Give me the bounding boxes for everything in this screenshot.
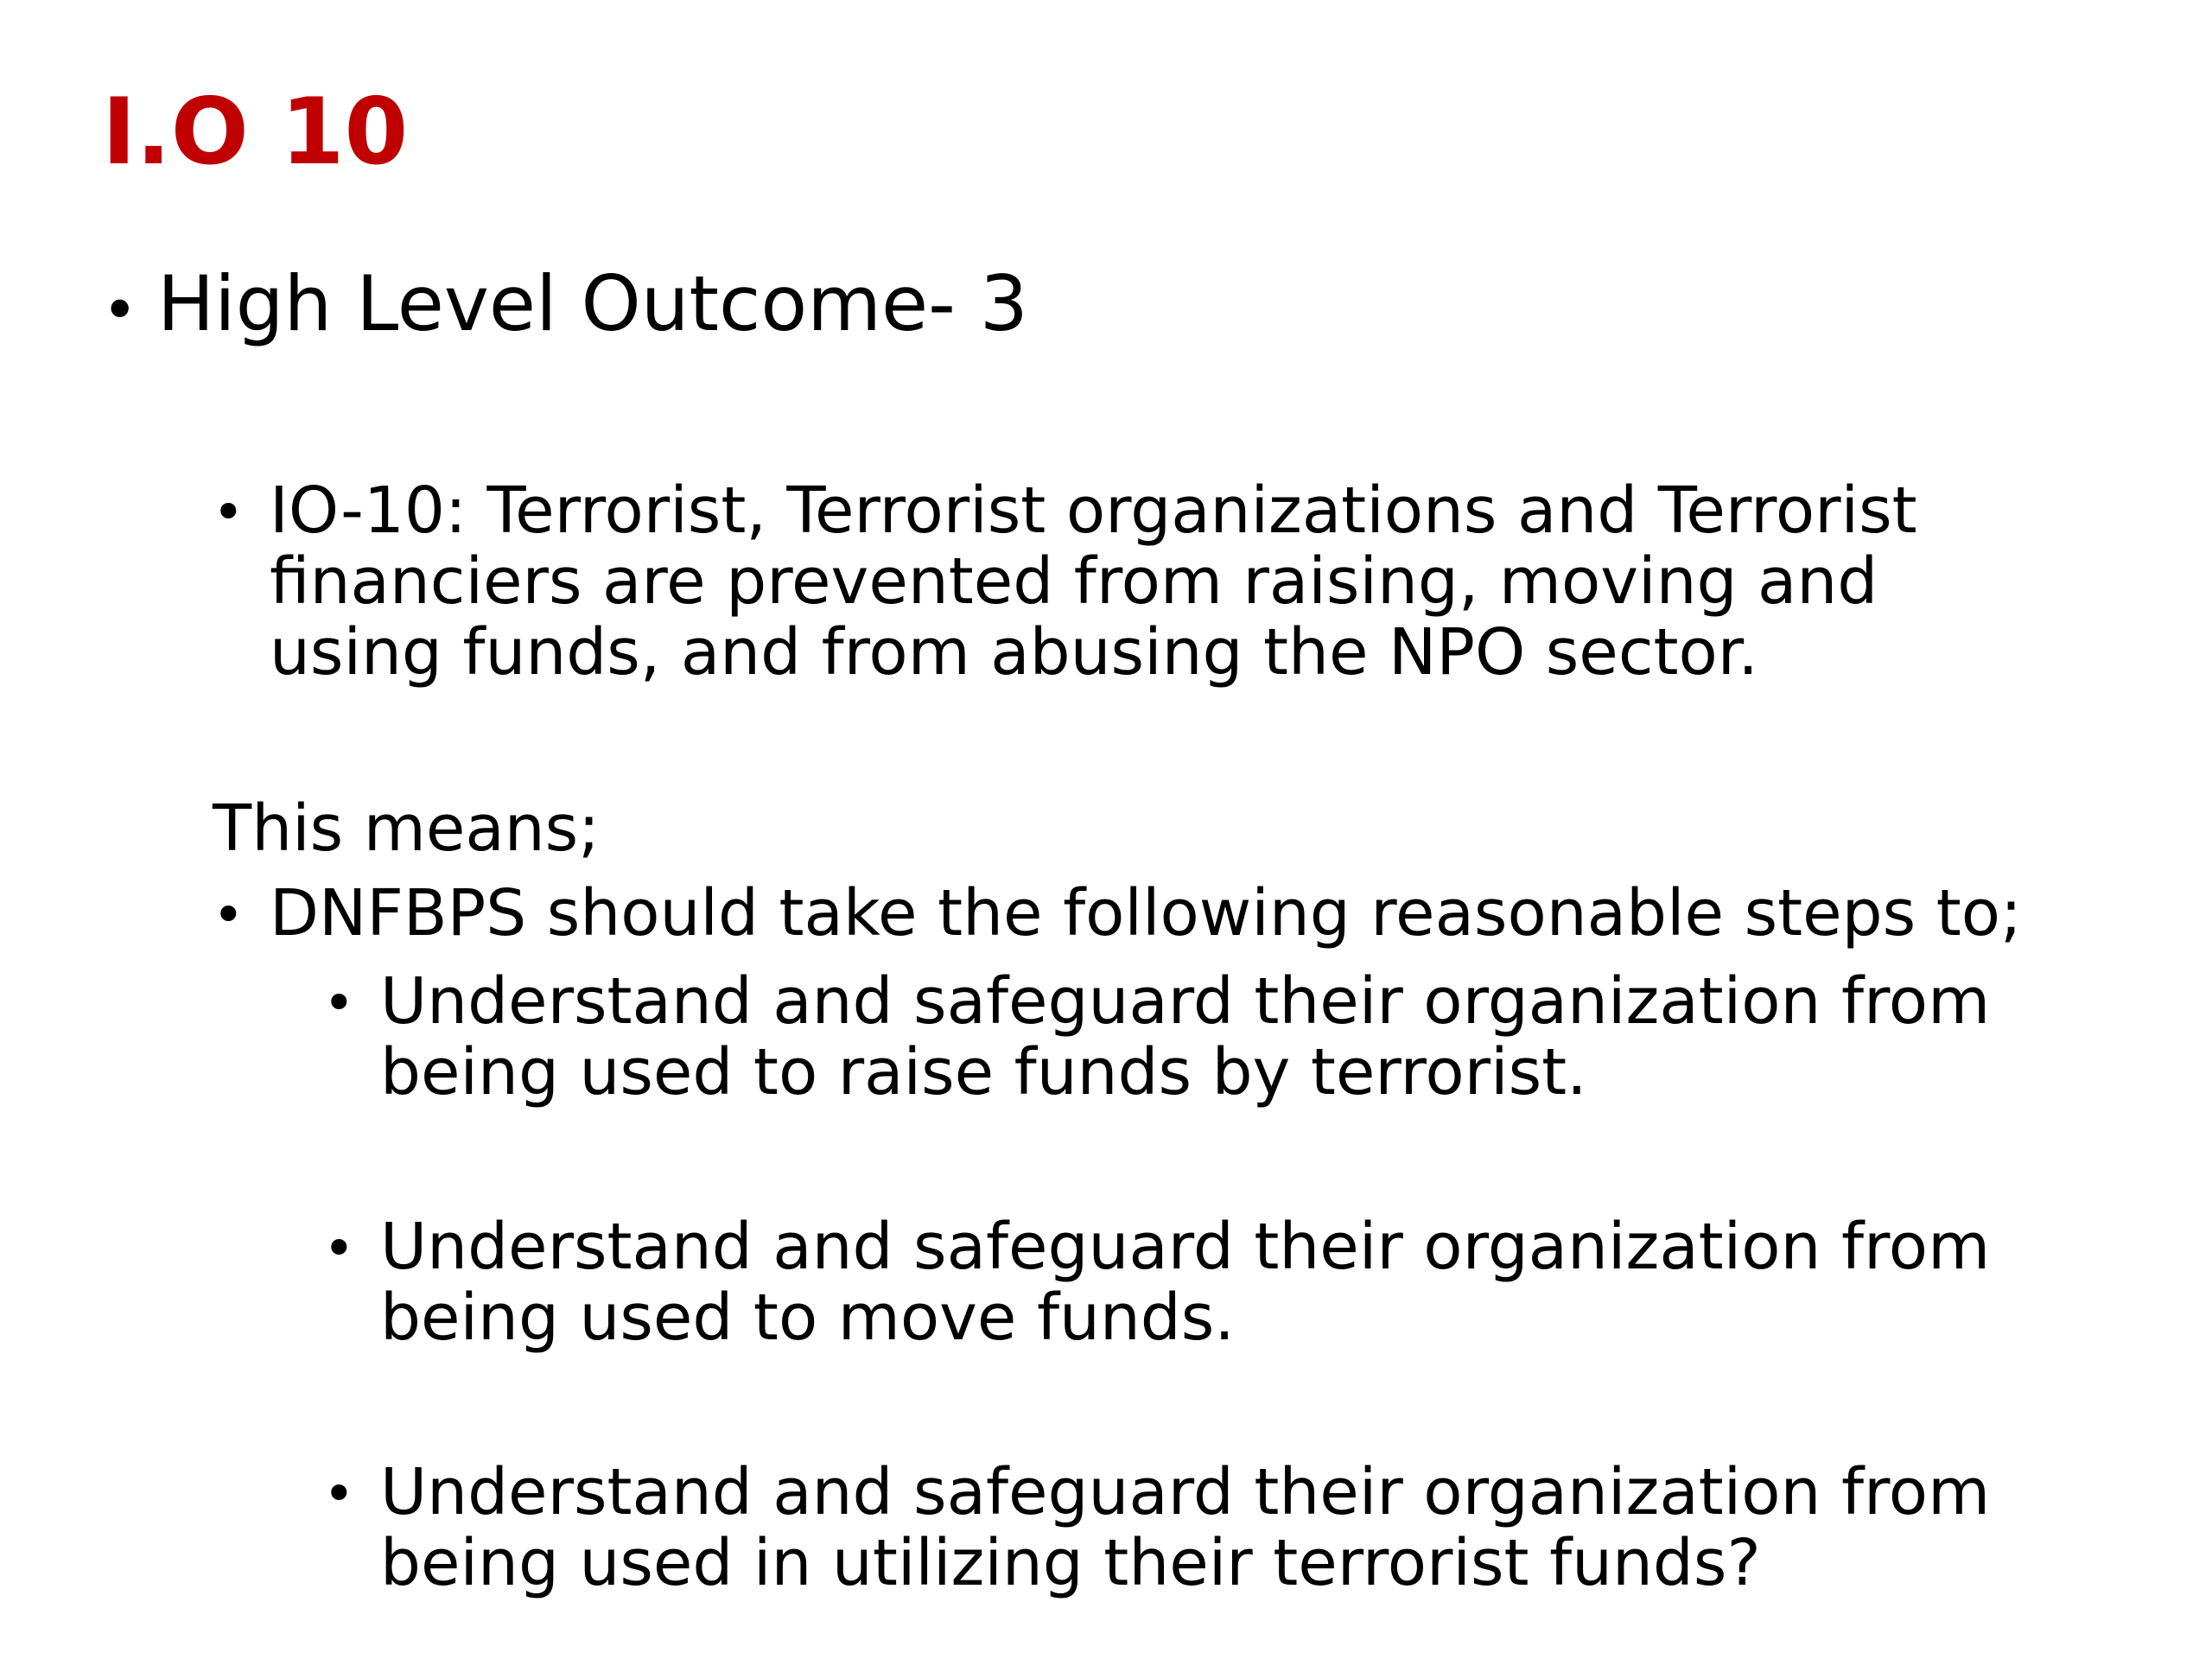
step-1-line-1: Understand and safeguard their organization from bbox=[380, 964, 1991, 1039]
bullet-dot: • bbox=[102, 275, 138, 346]
slide-title: I.O 10 bbox=[102, 79, 409, 185]
io10-line-2: financiers are prevented from raising, moving and bbox=[270, 544, 1878, 619]
bullet-dot: • bbox=[323, 1462, 355, 1525]
bullet-dot: • bbox=[323, 1217, 355, 1280]
this-means-text: This means; bbox=[213, 791, 601, 866]
bullet-dot: • bbox=[213, 480, 245, 543]
io10-line-3: using funds, and from abusing the NPO sector. bbox=[270, 615, 1758, 690]
io10-line-1: IO-10: Terrorist, Terrorist organizations and Terrorist bbox=[270, 474, 1917, 548]
step-3-line-2: being used in utilizing their terrorist funds? bbox=[380, 1526, 1761, 1600]
high-level-outcome-text: High Level Outcome- 3 bbox=[157, 259, 1028, 348]
step-1-line-2: being used to raise funds by terrorist. bbox=[380, 1035, 1587, 1109]
step-3-line-1: Understand and safeguard their organization from bbox=[380, 1455, 1991, 1529]
step-2-line-1: Understand and safeguard their organization from bbox=[380, 1210, 1991, 1284]
bullet-dot: • bbox=[213, 883, 245, 946]
dnfbps-text: DNFBPS should take the following reasonable steps to; bbox=[270, 876, 2022, 950]
bullet-dot: • bbox=[323, 971, 355, 1034]
step-2-line-2: being used to move funds. bbox=[380, 1281, 1235, 1355]
